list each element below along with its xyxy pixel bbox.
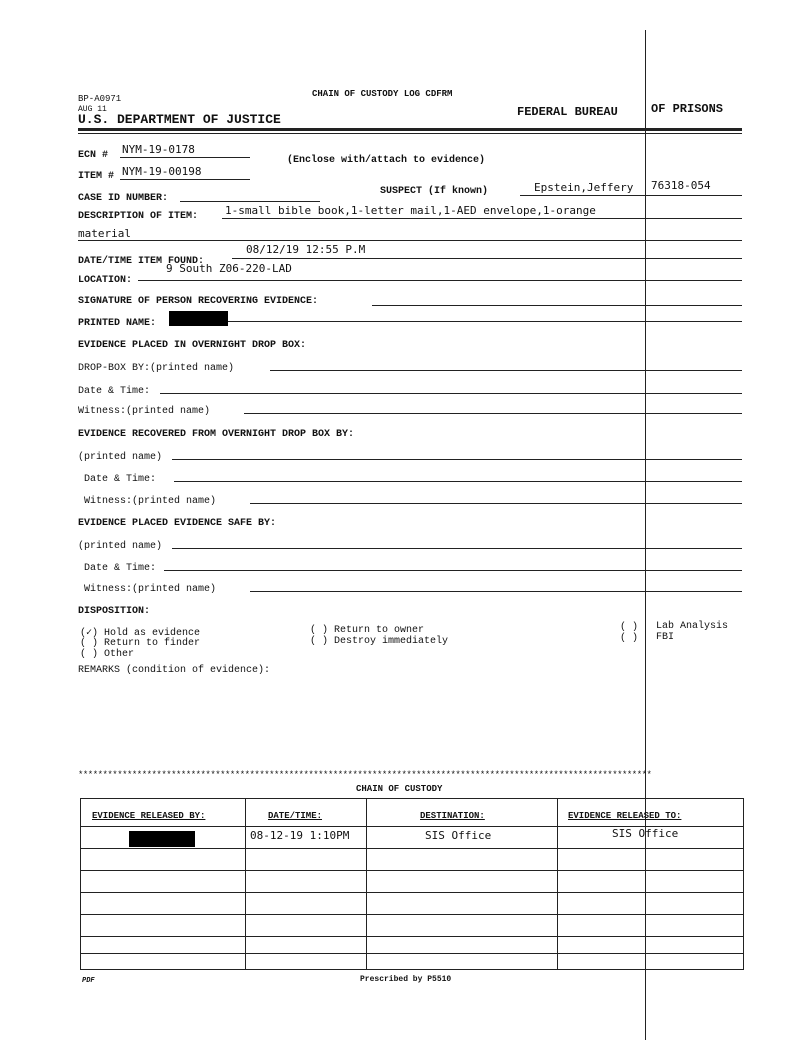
redacted-printed-name [169,311,228,326]
recovered-name-line [172,459,742,460]
recovered-heading: EVIDENCE RECOVERED FROM OVERNIGHT DROP BOX BY: [78,429,355,440]
enclose-note: (Enclose with/attach to evidence) [287,155,486,166]
recovered-witness-line [250,503,742,504]
dropbox-by-line [270,370,742,371]
table-bottom-border [80,969,744,970]
safe-witness-line [250,591,742,592]
dropbox-witness-line [244,413,742,414]
signature-label: SIGNATURE OF PERSON RECOVERING EVIDENCE: [78,296,319,307]
table-top-border [80,798,744,799]
suspect-line [520,195,742,196]
form-title: CHAIN OF CUSTODY LOG CDFRM [312,89,453,99]
custody-heading: CHAIN OF CUSTODY [356,784,443,794]
location-line [138,280,742,281]
col-header-released-by: EVIDENCE RELEASED BY: [92,811,206,821]
table-row-border [80,848,744,849]
row1-date-time: 08-12-19 1:10PM [250,829,350,842]
location-label: LOCATION: [78,275,133,286]
scan-column-line [645,30,646,1040]
safe-date-line [164,570,742,571]
disposition-fbi-box: ( ) [620,633,639,644]
disposition-return-owner: ( ) Return to owner [310,625,425,636]
dropbox-date-label: Date & Time: [78,386,151,397]
dropbox-by-label: DROP-BOX BY:(printed name) [78,363,235,374]
description-line-1: 1-small bible book,1-letter mail,1-AED envelope,1-orange [225,204,596,217]
ecn-label: ECN # [78,150,109,161]
case-id-line [180,201,320,202]
footer-pdf: PDF [82,977,95,985]
description-rule-2 [78,240,742,241]
remarks-label: REMARKS (condition of evidence): [78,665,271,676]
safe-heading: EVIDENCE PLACED EVIDENCE SAFE BY: [78,518,277,529]
table-row-border [80,936,744,937]
description-line-2: material [78,227,131,240]
form-date: AUG 11 [78,105,107,114]
table-row-border [80,870,744,871]
suspect-label: SUSPECT (If known) [380,186,489,197]
table-row-border [80,892,744,893]
bureau-title-part1: FEDERAL BUREAU [517,105,618,119]
recovered-name-label: (printed name) [78,452,163,463]
redacted-released-by [129,831,195,847]
location-value: 9 South Z06-220-LAD [166,262,292,275]
recovered-date-label: Date & Time: [84,474,157,485]
footer-prescribed: Prescribed by P5510 [360,975,452,984]
table-col-border [366,798,367,969]
suspect-register-number: 76318-054 [651,179,711,192]
department-title: U.S. DEPARTMENT OF JUSTICE [78,112,281,127]
suspect-name: Epstein,Jeffery [534,181,634,194]
safe-date-label: Date & Time: [84,563,157,574]
printed-name-label: PRINTED NAME: [78,318,157,329]
disposition-destroy: ( ) Destroy immediately [310,636,449,647]
disposition-return-finder: ( ) Return to finder [80,638,201,649]
dropbox-witness-label: Witness:(printed name) [78,406,211,417]
ecn-value: NYM-19-0178 [122,143,195,156]
bureau-title-part2: OF PRISONS [651,102,724,116]
recovered-witness-label: Witness:(printed name) [84,496,217,507]
header-rule [78,128,742,131]
recovered-date-line [174,481,742,482]
date-found-line [232,258,742,259]
header-rule-thin [78,133,742,134]
safe-witness-label: Witness:(printed name) [84,584,217,595]
col-header-date-time: DATE/TIME: [268,811,323,821]
disposition-fbi: FBI [656,632,675,643]
col-header-destination: DESTINATION: [420,811,485,821]
signature-line [372,305,742,306]
row1-destination: SIS Office [425,829,492,842]
case-id-label: CASE ID NUMBER: [78,193,169,204]
table-row-border [80,953,744,954]
table-col-border [557,798,558,969]
disposition-lab-analysis: Lab Analysis [656,621,729,632]
dropbox-heading: EVIDENCE PLACED IN OVERNIGHT DROP BOX: [78,340,307,351]
safe-name-line [172,548,742,549]
col-header-released-to: EVIDENCE RELEASED TO: [568,811,682,821]
table-col-border [743,798,744,969]
disposition-hold: (✓) Hold as evidence [80,628,201,639]
date-found-label: DATE/TIME ITEM FOUND: [78,256,205,267]
item-label: ITEM # [78,171,115,182]
date-found-value: 08/12/19 12:55 P.M [246,243,366,256]
disposition-heading: DISPOSITION: [78,606,151,617]
description-rule-1 [222,218,742,219]
disposition-lab-box: ( ) [620,622,639,633]
form-number: BP-A0971 [78,94,122,104]
disposition-other: ( ) Other [80,649,135,660]
table-col-border [245,798,246,969]
item-value: NYM-19-00198 [122,165,202,178]
star-divider: ********************************************************************************************************************* [78,770,652,780]
table-row-border [80,914,744,915]
description-label: DESCRIPTION OF ITEM: [78,211,199,222]
ecn-line [120,157,250,158]
safe-name-label: (printed name) [78,541,163,552]
table-col-border [80,798,81,969]
printed-name-line [228,321,742,322]
row1-released-to: SIS Office [612,827,679,840]
item-line [120,179,250,180]
dropbox-date-line [160,393,742,394]
